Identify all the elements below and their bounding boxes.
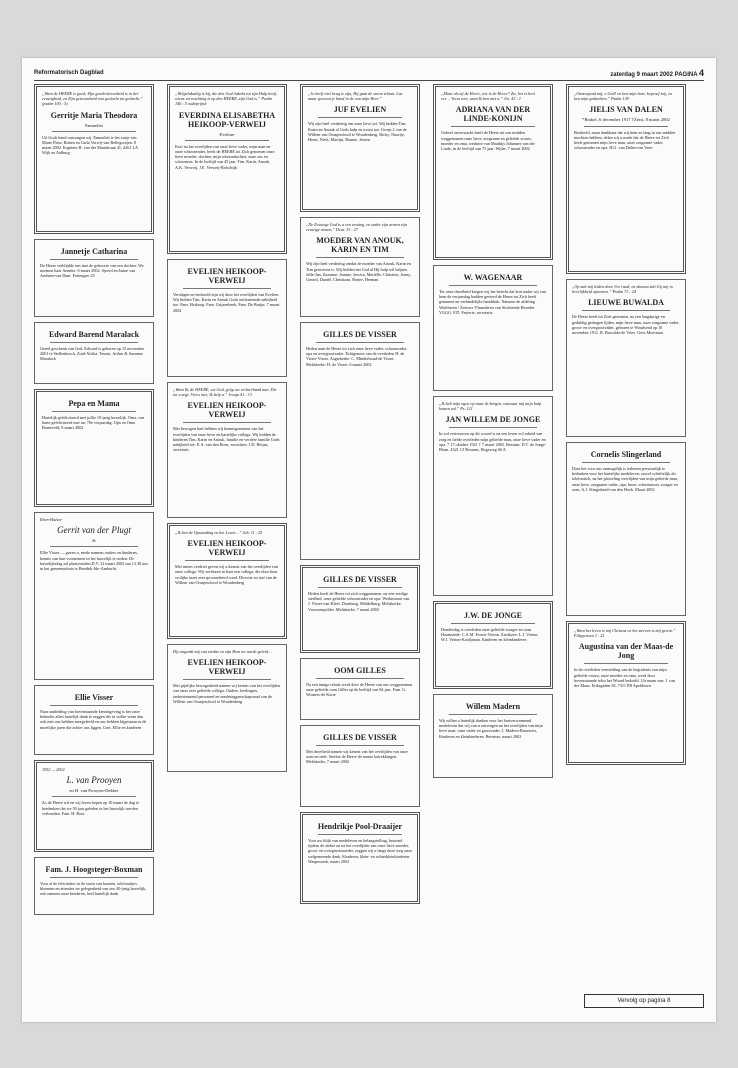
- notice-3: [566, 442, 686, 616]
- divider: [449, 714, 537, 715]
- notice-quote: „Ik ben de Opstanding en het Leven…” Joh. 11 : 25: [175, 530, 263, 535]
- notice-4: [34, 389, 154, 507]
- divider: [316, 745, 404, 746]
- notice-name: GILLES DE VISSER: [323, 330, 397, 339]
- notice-subtitle: Emmeliet: [85, 122, 103, 128]
- notice-name: Gerrit van der Plugt: [57, 525, 131, 536]
- notice-quote: „Jo heeft niet heug te zijn, Hij gaat de storm tebaat. Laz maar gewoon je hand in de van mijn Heer.”: [308, 91, 403, 102]
- notice-text: Wij zijn heel verdrietig omdat de moeder van Anouk, Karin en Tim gestorven is. Wij bidden het God al Hij hulp wil helpen. Jelle-Jan, Zuzanne, Joanne, Jessica, Mariëlle, Christine, Jenny, Gerard, Daniël, Christiaan, Renee, Herman: [306, 261, 411, 283]
- notice-text: Uit Gods hand ontvangen wij. Emmeliet is het zusje van Marie Fleur. Ruben en Carla Verwij-van Bellegooijen. 8 maart 2002. Kapitein H. van der Maadstraat 41, 4261 LA Wijk en Aalburg: [42, 134, 138, 156]
- notice-subtitle: en H. van Prooyen-Dekker: [69, 788, 119, 794]
- continue-on-page-link[interactable]: Vervolg op pagina 8: [584, 994, 704, 1008]
- column-3: [300, 84, 420, 909]
- divider: [449, 427, 537, 428]
- notice-5: [167, 644, 287, 772]
- notice-name: ADRIANA VAN DER LINDE-KONIJN: [455, 105, 531, 124]
- notice-3: [433, 396, 553, 596]
- notice-text: De Heere heeft tot Zich genomen, na een langdurige en geduldig gedragen lijden, mijn lieve man, onze zorgzame vader, groot- en overgrootvader, geboren te Woudsend op 10 november 1911. R. Buwalda-de Vries. Gees Moerman: [572, 314, 680, 336]
- notice-text: De Heere verblijdde ons met de geboorte van een dochter. We noemen haar Anneke. 6 maart 2002. Sjoerd en Janne van Arnhem-van Dam. Fortengen 25: [40, 263, 144, 279]
- notice-4: [167, 523, 287, 639]
- notice-text: Wij zijn heel verdrietig om onze lieve juf. Wij bidden Tim, Karin en Anouk al Gods hulp en troost toe. Groep 2 van de Willem van Oranjeschool te Woudenberg. Ricky, Nuortje, Henri, Niels, Martijn, Rianne, Jeroen: [308, 121, 407, 143]
- notice-name: JIELIS VAN DALEN: [589, 105, 663, 115]
- divider: [451, 126, 535, 127]
- divider: [50, 546, 138, 547]
- notice-1: [566, 84, 686, 274]
- notice-name: Willem Madern: [465, 702, 521, 711]
- notice-subtitle: *Brakel, 6 december 1917 †Zeist, 8 maart 2002: [582, 117, 670, 123]
- divider: [183, 679, 271, 680]
- divider: [50, 342, 138, 343]
- notice-text: Donderdag is overleden onze geliefde zwager en oom. Haamstede: C.A.M. Everts-Verton. Zierikzee: L.J. Verton, W.J. Verton-Koolijman. Kinderen en kleinkinderen: [441, 627, 539, 643]
- divider: [582, 462, 670, 463]
- notice-name: Hendrikje Pool-Draaijer: [317, 822, 403, 831]
- notice-2: [433, 265, 553, 391]
- notice-4: [300, 565, 420, 653]
- notice-name: JUF EVELIEN: [333, 105, 387, 115]
- divider: [50, 877, 138, 878]
- notice-2: [34, 239, 154, 317]
- notice-name: LIEUWE BUWALDA: [588, 298, 664, 308]
- notice-5: [34, 512, 154, 680]
- notice-text: Na een innige relatie werd door de Heere van ons weggenomen onze geliefde oom Gilles op de leeftijd van 84 jaar. Fam. G. Wouters-de Korte: [306, 682, 413, 698]
- notice-name: J.W. DE JONGE: [464, 611, 522, 620]
- notice-text: Gered geschenk van God. Edward is geboren op 15 november 2001 te Stellenbosch, Zuid-Afrika. Teunis, Arthur & Suzanne Maralack: [40, 346, 144, 362]
- notice-6: [300, 725, 420, 807]
- notice-quote: „Op zult mij leiden door Uw raad; en daarna zult Gij mij in heerlijkheid opnemen.” Psalm 73 : 24: [572, 284, 673, 295]
- divider: [451, 623, 535, 624]
- notice-text: Voor al de felicitaties in de vorm van kaarten, telefoontjes, bloemen en attenties ter gelegenheid van ons 40-jarig huwelijk, ook namens onze kinderen, heel hartelijk dank.: [40, 881, 147, 897]
- notice-quote: „Welgelukzalig is hij, die den God Jakobs tot zijn Hulp heeft, wiens verwachting is op den HEERE, zijn God is.” Psalm 146 : 5 oudeprijnd: [175, 91, 278, 107]
- notice-name: EVELIEN HEIKOOP-VERWEIJ: [187, 658, 267, 677]
- divider: [50, 259, 138, 260]
- divider: [318, 587, 402, 588]
- divider: [316, 257, 404, 258]
- notice-name: W. WAGENAAR: [463, 273, 523, 282]
- notice-name: Jannetje Catharina: [60, 247, 128, 256]
- notice-3: [167, 382, 287, 518]
- notice-subtitle: -Eveline-: [218, 131, 236, 137]
- notice-name: EVELIEN HEIKOOP-VERWEIJ: [187, 267, 267, 285]
- notice-text: Voor uw blijk van medeleven en belangstelling, betoond tijdens de ziekte en na het overlijden van onze lieve moeder, groot- en overgrootmoeder, zeggen wij u langs deze weg onze welgemeende dank. Kinderen, klein- en achterkleinkinderen. Waspesroek, maart 2002: [308, 838, 412, 864]
- divider: [584, 126, 668, 127]
- notice-quote: Hij omgordt mij van sterkte en zijn Hem ter aarde geleid…: [173, 649, 272, 654]
- notice-text: Kort na het overlijden van onze lieve vader, mijn man en onze schoonvader, heeft de HEERE tot Zich genomen onze lieve moeder, dochter, mijn schoondochter, onze zus en schoonzus. In de leeftijd van 45 jaar. Tim, Karin, Anouk, A.K. Verweij, J.E. Verweij-Bolschijk: [175, 143, 275, 170]
- newspaper-title: Reformatorisch Dagblad: [34, 70, 104, 76]
- notice-4: [566, 621, 686, 765]
- divider: [318, 117, 402, 118]
- divider: [316, 678, 404, 679]
- notice-name: EVELIEN HEIKOOP-VERWEIJ: [187, 401, 267, 420]
- notice-text: Geheel onverwacht heeft de Heere uit ons midden weggenomen onze lieve, zorgzame en geliefde vrouw, moeder en oma, weduwe van Matthijs Johannes van der Linde, in de leeftijd van 75 jaar. Wijhe, 7 maart 2002: [441, 130, 535, 152]
- notice-subtitle: &: [92, 538, 96, 544]
- notice-name: GILLES DE VISSER: [323, 575, 397, 584]
- notice-name: Fam. J. Hoogsteger-Boxman: [45, 865, 143, 874]
- notice-quote: 1952 — 2002: [42, 767, 65, 772]
- divider: [52, 796, 136, 797]
- notice-quote: „De Eeuwige God is u een woning, en onder zijn armen zijn eeuwige armen.” Deut. 33 : 27: [306, 222, 407, 233]
- notice-name: GILLES DE VISSER: [323, 733, 397, 742]
- notice-6: [34, 685, 154, 755]
- notice-text: Zo de Heere wil en wij leven hopen op 10 maart de dag te herdenken dat we 50 jaar geleden in het huwelijk werden verbonden. Fam. H. Boot: [42, 800, 140, 816]
- divider: [316, 342, 404, 343]
- divider: [52, 411, 136, 412]
- notice-name: EVERDINA ELISABETHA HEIKOOP-VERWEIJ: [178, 110, 276, 129]
- column-5: [566, 84, 686, 770]
- notice-quote: „Onnoopend mij, o God! en ken mijn hart; beproef mij, en ken mijn gedachten.” Psalm 139: [574, 91, 673, 102]
- notice-text: Heden heeft de Heere tot zich weggenomen, na een vredige sterfbed, onze geliefde schoonvader en opa. Weduwnaar van J. Visser-van Kleef. Domburg, Middelburg, Meliskerke, Vrouwenpolder. Meliskerke, 7 maart 2002: [308, 591, 410, 612]
- column-4: [433, 84, 553, 783]
- notice-2: [566, 279, 686, 437]
- notice-name: OOM GILLES: [334, 666, 386, 675]
- notice-quote: „Ik heb mijn ogen op naar de bergen, vanwaar mij mijn hulp komen zal.” Ps. 121: [439, 401, 542, 412]
- notice-1: [167, 84, 287, 254]
- divider: [183, 422, 271, 423]
- notice-text: In vol vertrouwen op dit woord is na een leven vol arbeid van zorg en liefde overleden mijn geliefde man, onze lieve vader en opa. * 17 oktober 1921 † 7 maart 2002. Bessum: D.T. de Jonge-Blom. 4321 CJ Bessum, Hogeweg 66 A: [439, 431, 547, 453]
- notice-2: [300, 217, 420, 317]
- notice-text: Daar het voor ons onmogelijk is iedereen persoonlijk te bedanken voor het hartelijke medeleven, zowel schriftelijk als telefonisch, na het plotseling overlijden van mijn geliefde man, onze lieve, zorgzame vader, opa, broer, schoonzoon, zwager en oom. A.J. Slingerland-van den Hoek. Maart 2002: [572, 466, 678, 492]
- divider: [582, 310, 670, 311]
- divider: [52, 131, 136, 132]
- divider: [183, 288, 271, 289]
- divider: [50, 705, 138, 706]
- notice-8: [34, 857, 154, 915]
- notice-4: [433, 601, 553, 689]
- notice-name: JAN WILLEM DE JONGE: [445, 415, 541, 425]
- notice-3: [34, 322, 154, 384]
- notice-quote: „Want het leven is mij Christus en het sterven is mij gewin.” Filippensen 1 : 21: [574, 628, 676, 639]
- notice-1: [433, 84, 553, 260]
- page-label: PAGINA: [674, 72, 698, 78]
- notice-name: Gerritje Maria Theodora: [50, 110, 138, 120]
- page-header: [34, 68, 704, 81]
- notice-text: Met pijnlijke bewogenheid namen wij kennis van het overlijden van onze zeer geliefde collega. Ouders, leerlingen, ondersteunend personeel en medezeggenschapsraad van de Willem van Oranjeschool te Woudenberg: [173, 683, 280, 704]
- notice-5: [433, 694, 553, 778]
- notice-2: [167, 259, 287, 377]
- notice-7: [34, 760, 154, 852]
- notice-text: Tot onze droefheid kregen wij het bericht dat kort nadat wij van hem de verjaardag hadden gevierd de Heere tot Zich heeft genomen en verbindelijke handdruk. Namens de afdeling Walcheren / Zeeuws-Vlaanderen van Stichtende Hoorder VGGG. F.D. Fasterie, secretaris: [439, 289, 546, 315]
- notice-name: Augustina van der Maas-de Jong: [578, 642, 674, 661]
- notice-text: Hartelijk gefeliciteerd met jullie 10-jarig huwelijk. Oma, van harte gefeliciteerd met uw 70e verjaardag. Opa en Oma Barneveld, 9 maart 2002: [42, 415, 145, 431]
- notice-text: Verslagen en bedroefd zijn wij door het overlijden van Evelien. Wij bidden Tim, Karin en Anouk Gods ontfermende nabijheid toe. Fam. Heikoop, Fam. Grijzenbeek, Fam. De Bruijn. 7 maart 2002: [173, 292, 280, 313]
- notice-name: Edward Barend Maralack: [48, 330, 140, 339]
- notice-1: [300, 84, 420, 212]
- notice-text: Bedroefd, maar dankbaar dat wij hem zo lang in ons midden mochten hebben, delen wij u mede dat de Heere tot Zich heeft genomen mijn lieve man, onze zorgzame vader, schoonvader en opa. H.G. van Dalen-van Veen: [574, 129, 676, 151]
- column-1: [34, 84, 154, 920]
- page-number: 4: [698, 68, 704, 78]
- notice-text: Met bewogen hart hebben wij kennisgenomen van het overlijden van onze lieve en hartelijke collega. Wij bidden de kinderen Tim, Karin en Anouk, familie en verdere familie Gods nabijheid toe. E.A. van den Born, voorzitter; J.D. Heijns, secretaris: [173, 426, 280, 453]
- divider: [318, 834, 402, 835]
- notice-text: Met droefheid namen wij kennis van het overlijden van onze oom en neef. Sterkte de Heere de naaste betrekkingen. Meliskerke, 7 maart 2002: [306, 749, 408, 765]
- notice-name: MOEDER VAN ANOUK, KARIN EN TIM: [316, 236, 404, 255]
- divider: [185, 140, 269, 141]
- notice-quote: „Maar als zij de Heere, wie is de Heere? Zie, het is heel ver… Vrees niet, want Ik ben met u.” Jes. 43 : 1: [441, 91, 536, 102]
- notice-text: Naar aanleiding van bovenstaande kennisgeving is het onze behoefte allen hartelijk dank te zeggen die in welke vorm dan ook met ons hebben meegeleefd en ons hebben bijgestaan in de moeilijke jaren die achter ons liggen. Gert, Ellie en kinderen: [40, 709, 147, 730]
- notice-text: Ellie Visser — gaven u, mede namens ouders en kinderen, kennis van hun voornemen in het huwelijk te treden. De huwelijksdag zal plaatsvinden D.V. 22 maart 2002 om 13.30 uur in het gemeentehuis te Hendrik-Ido-Ambacht.: [40, 550, 148, 572]
- notice-name: Pepa en Mama: [68, 399, 120, 408]
- notice-1: [34, 84, 154, 234]
- issue-date: zaterdag 9 maart 2002: [610, 72, 673, 78]
- notice-text: Heden nam de Heere tot zich onze lieve vader, schoonvader, opa en overgrootvader. Echtgenoot van de overleden H. de Visser-Visser. Aagtekerke: C. Minderhoud-de Visser. Meliskerke: H. de Visser. 6 maart 2002: [306, 346, 408, 367]
- page-dateline: [610, 68, 704, 78]
- column-2: [167, 84, 287, 777]
- notice-text: In de overleden vermelding van de begrafenis van mijn geliefde vrouw, onze moeder en oma, werd door bovenstaande tekst het Woord bedoeld. Uit naam van: J. van der Maas. Eriksgaden 82, 7311 PR Apeldoorn: [574, 667, 676, 689]
- notice-7: [300, 812, 420, 904]
- notice-name: EVELIEN HEIKOOP-VERWEIJ: [187, 539, 267, 558]
- divider: [584, 663, 668, 664]
- notice-5: [300, 658, 420, 720]
- divider: [185, 560, 269, 561]
- notice-name: Ellie Visser: [74, 693, 114, 702]
- notice-text: Wij willen u hartelijk danken voor het hartverwarmend medeleven dat wij van u ontvingen na het overlijden van mijn lieve man, onze vader en grootvader. J. Madern-Brouwers, Kinderen en kleinkinderen. Bernisse, maart 2002: [439, 718, 543, 739]
- divider: [449, 285, 537, 286]
- newspaper-page: [22, 58, 716, 1022]
- notice-3: [300, 322, 420, 560]
- notice-text: Met intens verdriet geven wij u kennis van het overlijden van onze collega. Wij verliezen in haar een collega, die door haar vrolijke inzet zeer gewaardeerd werd. Directie en staf van de Willem van Oranjeschool te Woudenberg: [175, 564, 278, 585]
- notice-quote: „Want Ik, de HEERE, uw God, grijp uw rechterhand aan, Die tot u zegt: Vrees niet, Ik help u.” Jesaja 41 : 13: [173, 387, 277, 398]
- notice-quote: Eben-Haëzer: [40, 517, 63, 522]
- notice-name: Cornelis Slingerland: [590, 450, 662, 459]
- notice-name: L. van Prooyen: [66, 775, 122, 786]
- notice-quote: „Want de HEERE is goed; Zijn goedertierenheid is in der eeuwigheid, en Zijn getrouwheid van geslacht tot geslacht.” (psalm 100 : 5): [42, 91, 143, 107]
